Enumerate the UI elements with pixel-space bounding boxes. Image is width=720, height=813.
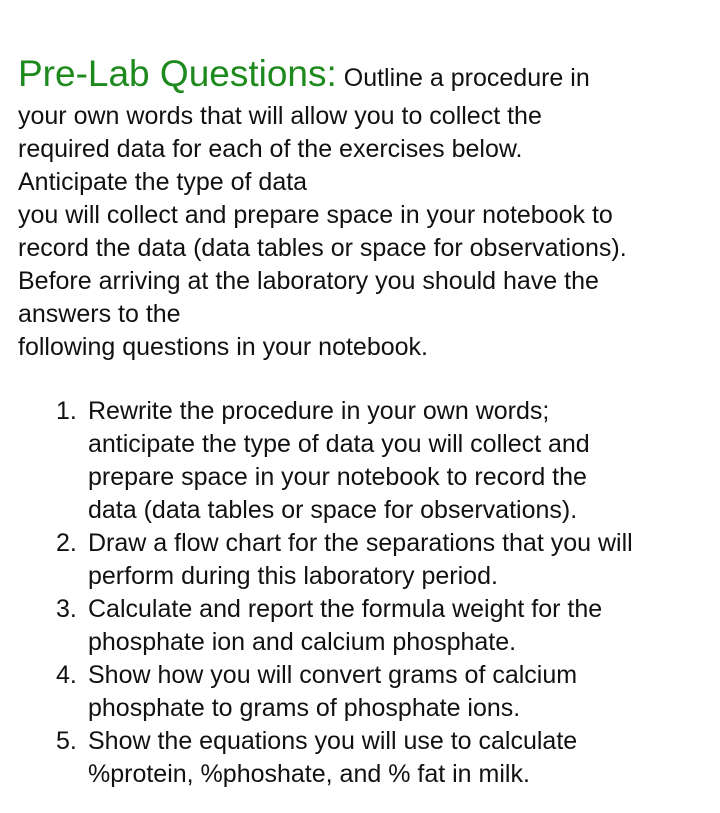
question-item: [56, 593, 720, 659]
prelab-heading: Pre-Lab Questions:: [18, 53, 337, 94]
question-line: perform during this laboratory period.: [88, 562, 498, 590]
prelab-document: [18, 52, 718, 788]
intro-line: following questions in your notebook.: [18, 333, 428, 361]
question-line: Rewrite the procedure in your own words;: [88, 397, 550, 425]
intro-line: Anticipate the type of data: [18, 168, 308, 196]
intro-line: Outline a procedure in: [343, 64, 590, 92]
question-number: 2.: [56, 529, 77, 557]
question-number: 4.: [56, 661, 77, 689]
intro-line: you will collect and prepare space in your notebook to: [18, 201, 613, 229]
intro-line: required data for each of the exercises below.: [18, 135, 523, 163]
intro-paragraph: [18, 52, 718, 364]
question-line: prepare space in your notebook to record the: [88, 463, 587, 491]
question-number: 1.: [56, 397, 77, 425]
question-line: anticipate the type of data you will collect and: [88, 430, 590, 458]
question-line: Calculate and report the formula weight for the: [88, 595, 603, 623]
question-line: phosphate to grams of phosphate ions.: [88, 694, 521, 722]
question-number: 3.: [56, 595, 77, 623]
question-item: [56, 527, 720, 593]
question-line: data (data tables or space for observations).: [88, 496, 578, 524]
question-number: 5.: [56, 727, 77, 755]
question-item: [56, 659, 720, 725]
intro-line: your own words that will allow you to collect the: [18, 102, 542, 130]
question-line: Show how you will convert grams of calcium: [88, 661, 578, 689]
question-line: Draw a flow chart for the separations that you will: [88, 529, 633, 557]
question-line: Show the equations you will use to calculate: [88, 727, 578, 755]
intro-first-line: [18, 52, 718, 100]
intro-line: answers to the: [18, 300, 181, 328]
intro-line: Before arriving at the laboratory you should have the: [18, 267, 599, 295]
question-line: phosphate ion and calcium phosphate.: [88, 628, 517, 656]
question-item: [56, 725, 720, 791]
intro-line: record the data (data tables or space for observations).: [18, 234, 627, 262]
question-line: %protein, %phoshate, and % fat in milk.: [88, 760, 530, 788]
question-item: [56, 395, 720, 527]
question-list: [56, 395, 720, 791]
